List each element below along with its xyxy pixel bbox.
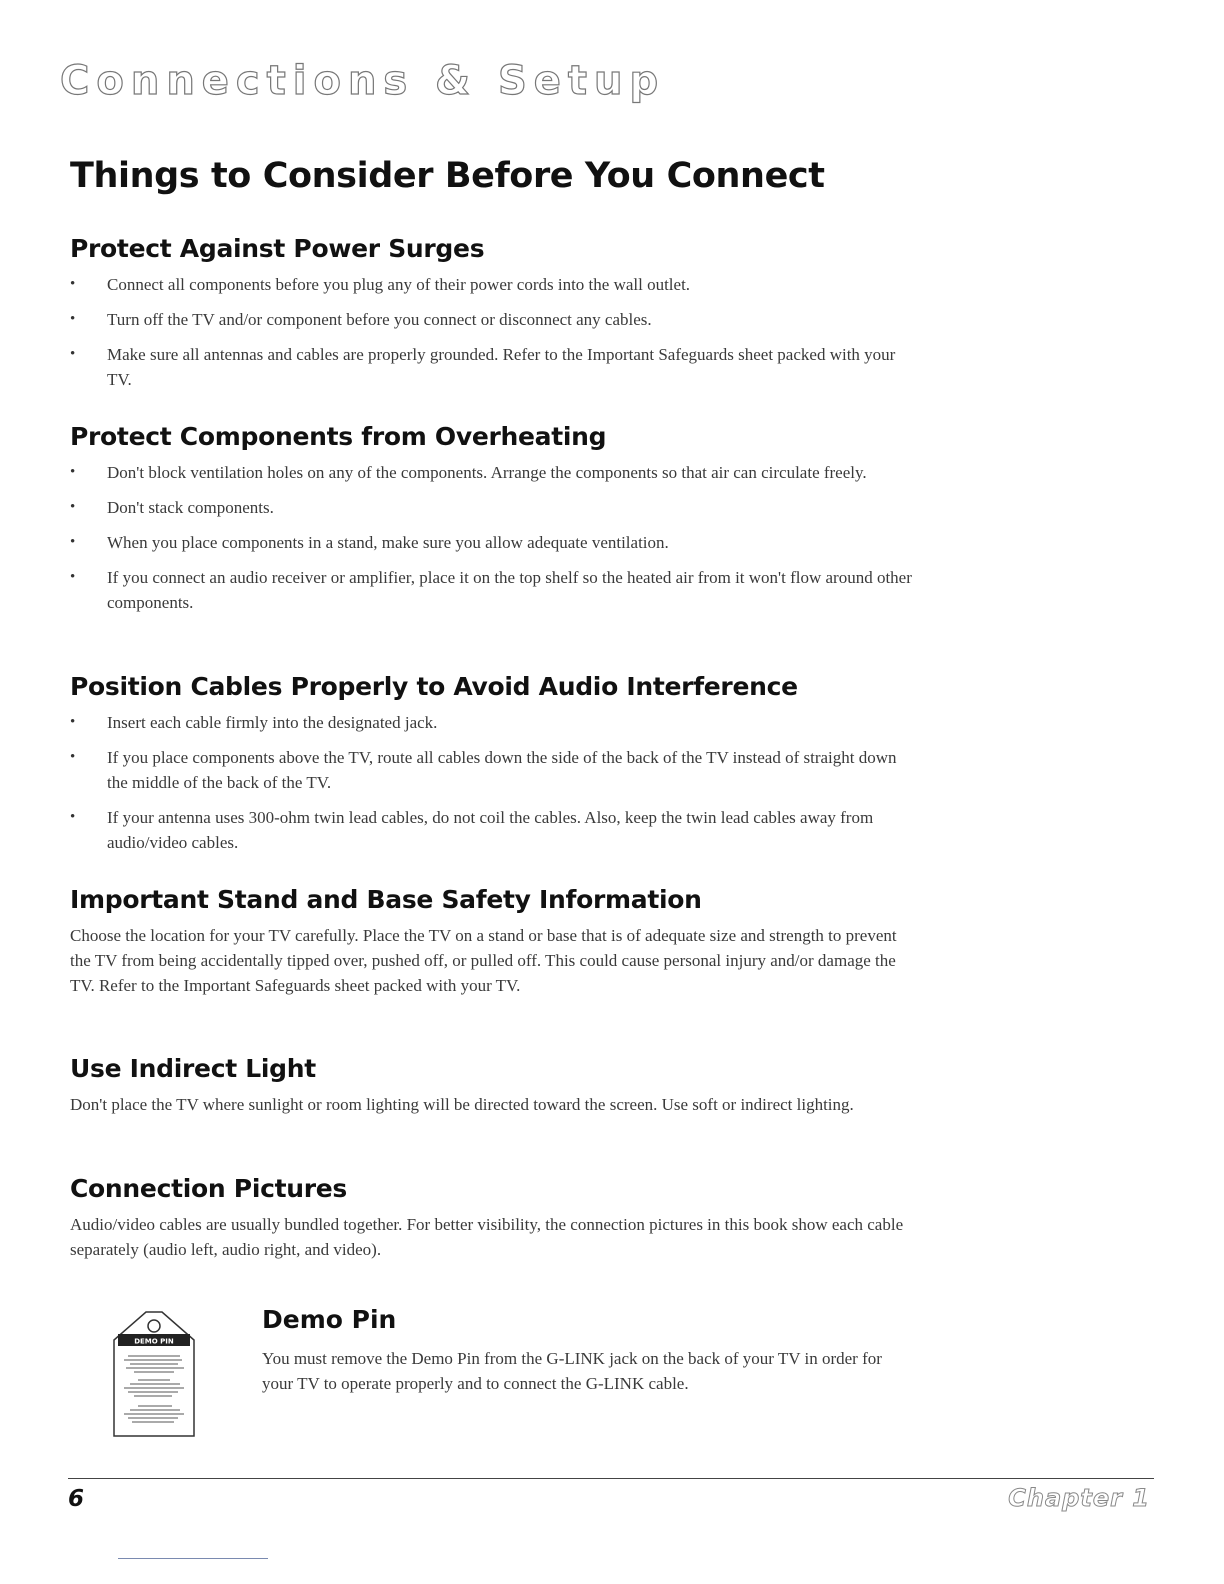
list-item: • If you connect an audio receiver or amplifier, place it on the top shelf so the heated air from it won't flow around other components. [70,565,920,615]
section-text: Audio/video cables are usually bundled together. For better visibility, the connection pictures in this book show each cable separately (audio left, audio right, and video). [70,1215,904,1259]
list-item: • Don't stack components. [70,495,920,520]
list-item: • Insert each cable firmly into the designated jack. [70,710,920,735]
list-item: • If your antenna uses 300-ohm twin lead cables, do not coil the cables. Also, keep the twin lead cables away from audio/video cables. [70,805,920,855]
section-heading: Protect Components from Overheating [70,422,607,451]
section-heading: Connection Pictures [70,1174,348,1203]
section-demo-pin [262,1305,902,1396]
list-item: • When you place components in a stand, make sure you allow adequate ventilation. [70,530,920,555]
demo-tag-label: DEMO PIN [134,1337,174,1346]
page-number: 6 [68,1486,85,1512]
section-overheating [70,422,920,625]
chapter-header: Connections & Setup [60,58,666,104]
section-heading: Protect Against Power Surges [70,234,485,263]
section-cables [70,672,920,865]
section-heading: Use Indirect Light [70,1054,316,1083]
demo-pin-tag-illustration [108,1306,204,1440]
list-item: • Connect all components before you plug any of their power cords into the wall outlet. [70,272,920,297]
section-indirect-light [70,1054,920,1117]
section-stand-safety [70,885,920,998]
list-item: • If you place components above the TV, route all cables down the side of the back of the TV instead of straight down the middle of the back of the TV. [70,745,920,795]
footer-divider [68,1478,1154,1479]
list-item: • Make sure all antennas and cables are properly grounded. Refer to the Important Safeguards sheet packed with your TV. [70,342,920,392]
bottom-divider [118,1558,268,1559]
chapter-label: Chapter 1 [1008,1484,1150,1512]
demo-pin-tag-icon [108,1306,204,1440]
page-title: Things to Consider Before You Connect [70,156,825,196]
section-connection-pictures [70,1174,920,1262]
bullet-list [70,710,920,855]
section-heading: Important Stand and Base Safety Information [70,885,702,914]
section-power-surges [70,234,920,402]
section-text: Don't place the TV where sunlight or room lighting will be directed toward the screen. Use soft or indirect lighting. [70,1095,854,1114]
section-heading: Position Cables Properly to Avoid Audio Interference [70,672,798,701]
section-heading: Demo Pin [262,1305,397,1334]
bullet-list [70,460,920,615]
section-text: Choose the location for your TV carefully. Place the TV on a stand or base that is of adequate size and strength to prevent the TV from being accidentally tipped over, pushed off, or pulled off. This could cause personal injury and/or damage the TV. Refer to the Important Safeguards sheet packed with your TV. [70,926,897,995]
bullet-list [70,272,920,392]
list-item: • Turn off the TV and/or component before you connect or disconnect any cables. [70,307,920,332]
section-text: You must remove the Demo Pin from the G-LINK jack on the back of your TV in order for your TV to operate properly and to connect the G-LINK cable. [262,1349,882,1393]
list-item: • Don't block ventilation holes on any of the components. Arrange the components so that air can circulate freely. [70,460,920,485]
